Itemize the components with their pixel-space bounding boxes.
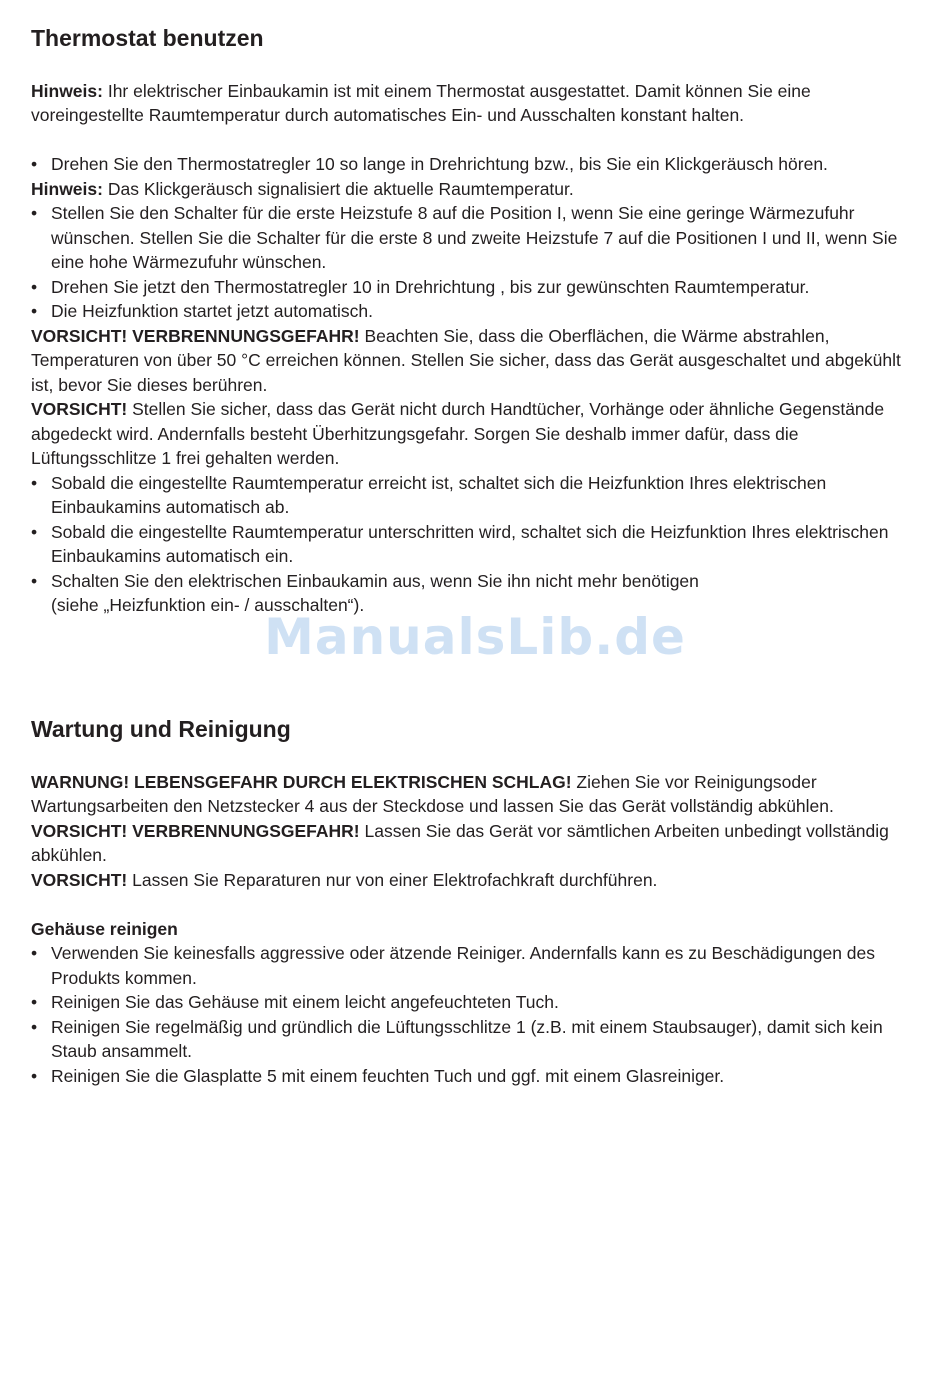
- watermark-logo: ManualsLib.de: [264, 608, 686, 666]
- list-item: • Verwenden Sie keinesfalls aggressive oder ätzende Reiniger. Andernfalls kann es zu Beschädigungen des Produkts kommen.: [31, 943, 876, 988]
- section-title: Wartung und Reinigung: [31, 716, 291, 742]
- caution-paragraph: VORSICHT! Stellen Sie sicher, dass das Gerät nicht durch Handtücher, Vorhänge oder ähnliche Gegenstände abgedeckt wird. Andernfalls besteht Überhitzungsgefahr. Sorgen Sie deshalb immer dafür, dass die Lüftungsschlitze 1 frei gehalten werden.: [31, 399, 885, 468]
- caution-paragraph: VORSICHT! VERBRENNUNGSGEFAHR! Lassen Sie das Gerät vor sämtlichen Arbeiten unbedingt vollständig abkühlen.: [31, 820, 889, 865]
- section-maintenance: [31, 713, 923, 1088]
- hint-paragraph: Hinweis: Das Klickgeräusch signalisiert die aktuelle Raumtemperatur.: [31, 178, 574, 199]
- caution-paragraph: VORSICHT! Lassen Sie Reparaturen nur von einer Elektrofachkraft durchführen.: [31, 869, 658, 890]
- list-item: • Reinigen Sie regelmäßig und gründlich die Lüftungsschlitze 1 (z.B. mit einem Staubsauger), damit sich kein Staub ansammelt.: [31, 1016, 883, 1061]
- list-item: • Reinigen Sie das Gehäuse mit einem leicht angefeuchteten Tuch.: [31, 992, 559, 1012]
- list-item: • Sobald die eingestellte Raumtemperatur unterschritten wird, schaltet sich die Heizfunktion Ihres elektrischen Einbaukamins automatisch ein.: [31, 521, 889, 566]
- caution-paragraph: VORSICHT! VERBRENNUNGSGEFAHR! Beachten Sie, dass die Oberflächen, die Wärme abstrahlen, Temperaturen von über 50 °C erreichen können. Stellen Sie sicher, dass das Gerät ausgeschaltet und abgekühlt ist, bevor Sie dieses berühren.: [31, 325, 901, 395]
- section-title: Thermostat benutzen: [31, 25, 264, 51]
- hint-paragraph: Hinweis: Ihr elektrischer Einbaukamin ist mit einem Thermostat ausgestattet. Damit können Sie eine voreingestellte Raumtemperatur durch automatisches Ein- und Ausschalten konstant halten.: [31, 80, 811, 125]
- subsection-title: Gehäuse reinigen: [31, 918, 178, 939]
- list-item: • Reinigen Sie die Glasplatte 5 mit einem feuchten Tuch und ggf. mit einem Glasreiniger.: [31, 1065, 725, 1086]
- list-item: • Drehen Sie den Thermostatregler 10 so lange in Drehrichtung bzw., bis Sie ein Klickgeräusch hören.: [31, 154, 828, 174]
- list-item: • Sobald die eingestellte Raumtemperatur erreicht ist, schaltet sich die Heizfunktion Ihres elektrischen Einbaukamins automatisch ab.: [31, 472, 827, 517]
- list-item: • Schalten Sie den elektrischen Einbaukamin aus, wenn Sie ihn nicht mehr benötigen (siehe „Heizfunktion ein- / ausschalten“).: [31, 570, 699, 615]
- section-thermostat: [31, 22, 923, 618]
- list-item: • Stellen Sie den Schalter für die erste Heizstufe 8 auf die Position I, wenn Sie eine geringe Wärmezufuhr wünschen. Stellen Sie die Schalter für die erste 8 und zweite Heizstufe 7 auf die Positionen I und II, wenn Sie eine hohe Wärmezufuhr wünschen.: [31, 203, 898, 272]
- list-item: • Die Heizfunktion startet jetzt automatisch.: [31, 301, 373, 321]
- list-item: • Drehen Sie jetzt den Thermostatregler 10 in Drehrichtung , bis zur gewünschten Raumtemperatur.: [31, 276, 810, 297]
- warning-paragraph: WARNUNG! LEBENSGEFAHR DURCH ELEKTRISCHEN SCHLAG! Ziehen Sie vor Reinigungsoder Wartungsarbeiten den Netzstecker 4 aus der Steckdose und lassen Sie das Gerät vollständig abkühlen.: [31, 771, 834, 816]
